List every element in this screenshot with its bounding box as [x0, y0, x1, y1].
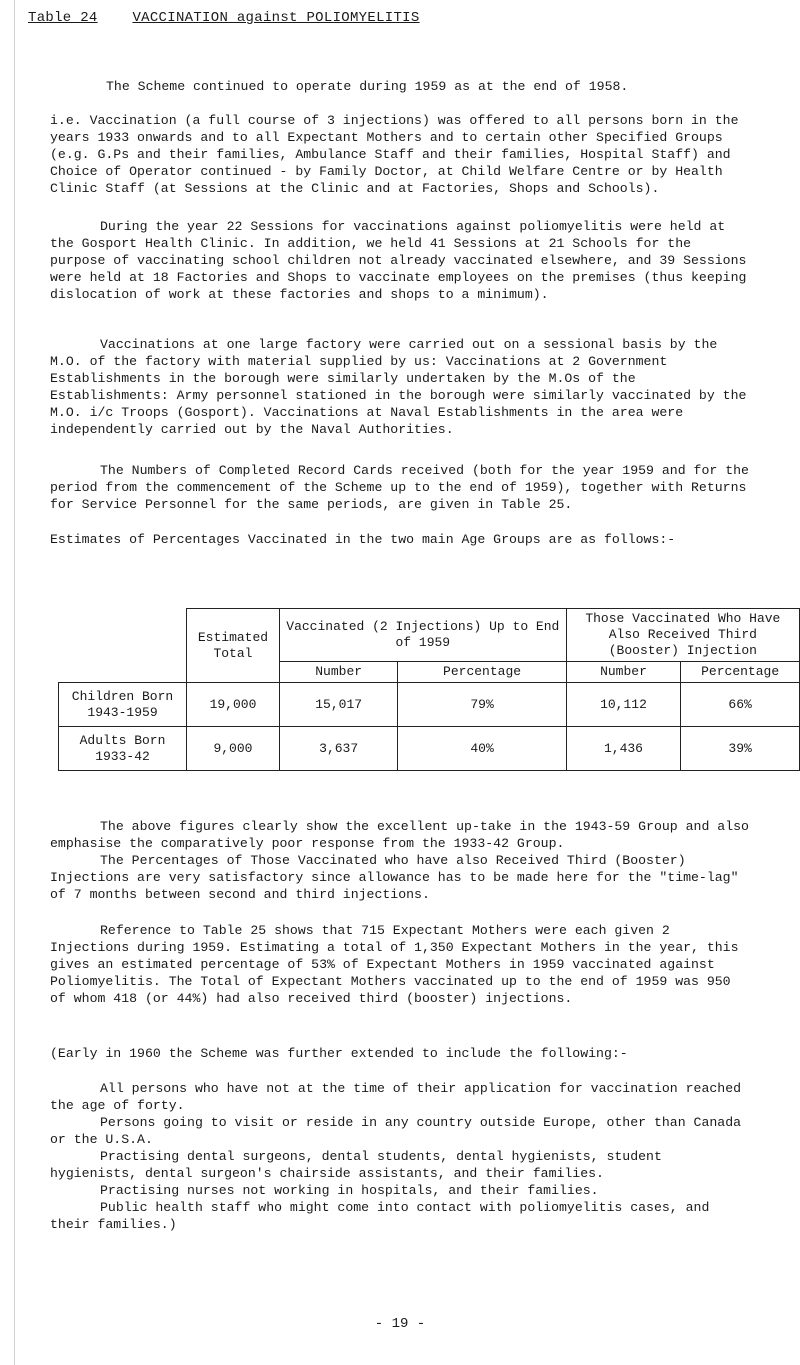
subheader-vacc-percentage: Percentage	[398, 662, 566, 683]
paragraph-13: Practising dental surgeons, dental students, dental hygienists, student hygienists, dental surgeon's chairside assistants, and their families.	[50, 1149, 670, 1181]
row-estimated: 19,000	[187, 683, 280, 727]
page-header	[28, 10, 420, 26]
paragraph-1: The Scheme continued to operate during 1959 as at the end of 1958.	[106, 79, 629, 94]
paragraph-3: During the year 22 Sessions for vaccinations against poliomyelitis were held at the Gosport Health Clinic. In addition, we held 41 Sessions at 21 Schools for the purpose of vaccinating school children not already vaccinated elsewhere, and 39 Sessions were held at 18 Factories and Shops to vaccinate employees on the premises (thus keeping dislocation of work at these factories and shops to a minimum).	[50, 219, 755, 302]
page-number: - 19 -	[374, 1316, 426, 1332]
row-boost-percentage: 66%	[681, 683, 800, 727]
row-boost-number: 10,112	[566, 683, 681, 727]
paragraph-9: Reference to Table 25 shows that 715 Expectant Mothers were each given 2 Injections during 1959. Estimating a total of 1,350 Expectant Mothers in the year, this gives an estimated percentage of 53% of Expectant Mothers in 1959 vaccinated against Poliomyelitis. The Total of Expectant Mothers vaccinated up to the end of 1959 was 950 of whom 418 (or 44%) had also received third (booster) injections.	[50, 923, 747, 1006]
header-booster: Those Vaccinated Who Have Also Received Third (Booster) Injection	[566, 609, 799, 662]
subheader-boost-number: Number	[566, 662, 681, 683]
subheader-vacc-number: Number	[279, 662, 397, 683]
paragraph-11: All persons who have not at the time of their application for vaccination reached the age of forty.	[50, 1081, 749, 1113]
paragraph-8: The Percentages of Those Vaccinated who have also Received Third (Booster) Injections are very satisfactory since allowance has to be made here for the "time-lag" of 7 months between second and third injections.	[50, 853, 747, 902]
page-edge-line	[14, 0, 15, 1365]
row-vacc-percentage: 79%	[398, 683, 566, 727]
header-estimated-total: Estimated Total	[187, 609, 280, 683]
paragraph-14: Practising nurses not working in hospitals, and their families.	[100, 1183, 599, 1198]
table-header-row	[59, 609, 800, 662]
table-row	[59, 683, 800, 727]
table-row	[59, 727, 800, 771]
page-title: VACCINATION against POLIOMYELITIS	[132, 10, 420, 26]
header-vaccinated: Vaccinated (2 Injections) Up to End of 1959	[279, 609, 566, 662]
table-reference: Table 24	[28, 10, 98, 26]
paragraph-2: i.e. Vaccination (a full course of 3 injections) was offered to all persons born in the years 1933 onwards and to all Expectant Mothers and to certain other Specified Groups (e.g. G.Ps and their families, Ambulance Staff and their families, Hospital Staff) and Choice of Operator continued - by Family Doctor, at Child Welfare Centre or by Health Clinic Staff (at Sessions at the Clinic and at Factories, Shops and Schools).	[50, 113, 747, 196]
vaccination-estimates-table	[58, 608, 800, 771]
row-vacc-number: 15,017	[279, 683, 397, 727]
row-vacc-number: 3,637	[279, 727, 397, 771]
paragraph-12: Persons going to visit or reside in any country outside Europe, other than Canada or the U.S.A.	[50, 1115, 749, 1147]
table-corner-cell	[59, 609, 187, 683]
paragraph-7: The above figures clearly show the excellent up-take in the 1943-59 Group and also emphasise the comparatively poor response from the 1933-42 Group.	[50, 819, 757, 851]
paragraph-15: Public health staff who might come into contact with poliomyelitis cases, and their families.)	[50, 1200, 718, 1232]
paragraph-10: (Early in 1960 the Scheme was further extended to include the following:-	[50, 1046, 628, 1061]
paragraph-5: The Numbers of Completed Record Cards received (both for the year 1959 and for the period from the commencement of the Scheme up to the end of 1959), together with Returns for Service Personnel for the same periods, are given in Table 25.	[50, 463, 757, 512]
row-group-label: Adults Born 1933-42	[59, 727, 187, 771]
row-vacc-percentage: 40%	[398, 727, 566, 771]
paragraph-6: Estimates of Percentages Vaccinated in the two main Age Groups are as follows:-	[50, 532, 676, 547]
paragraph-4: Vaccinations at one large factory were carried out on a sessional basis by the M.O. of the factory with material supplied by us: Vaccinations at 2 Government Establishments in the borough were similarly undertaken by the M.Os of the Establishments: Army personnel stationed in the borough were similarly vaccinated by the M.O. i/c Troops (Gosport). Vaccinations at Naval Establishments in the area were independently carried out by the Naval Authorities.	[50, 337, 755, 437]
row-estimated: 9,000	[187, 727, 280, 771]
row-boost-number: 1,436	[566, 727, 681, 771]
row-boost-percentage: 39%	[681, 727, 800, 771]
subheader-boost-percentage: Percentage	[681, 662, 800, 683]
row-group-label: Children Born 1943-1959	[59, 683, 187, 727]
